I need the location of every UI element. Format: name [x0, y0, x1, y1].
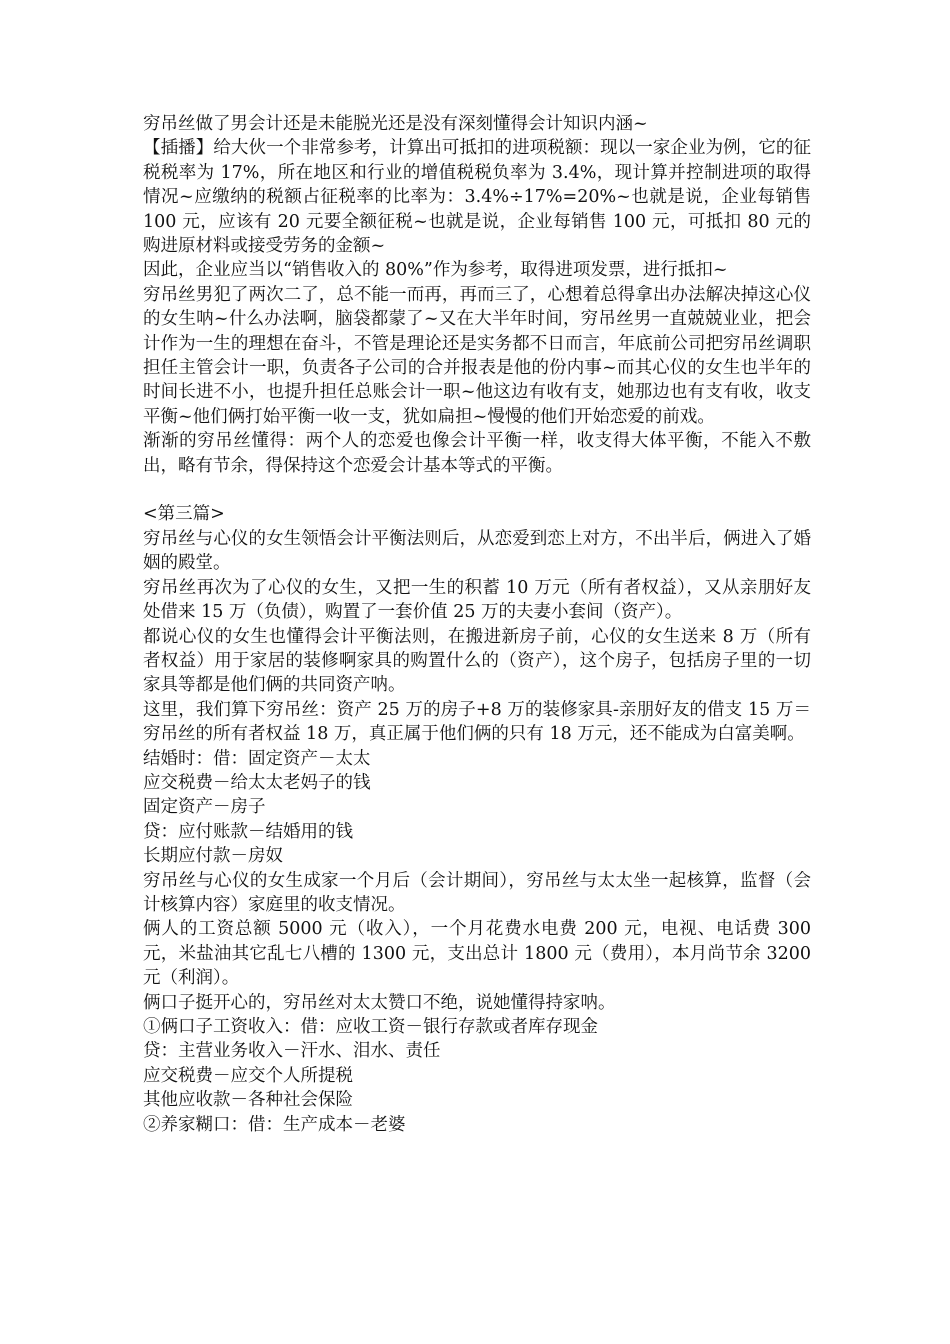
journal-line: 其他应收款－各种社会保险	[143, 1090, 353, 1111]
journal-line: ②养家糊口：借：生产成本－老婆	[143, 1114, 406, 1135]
paragraph: 穷吊丝做了男会计还是未能脱光还是没有深刻懂得会计知识内涵~	[143, 114, 648, 134]
journal-line: 应交税费－应交个人所提税	[143, 1065, 353, 1086]
paragraph: 穷吊丝男犯了两次二了，总不能一而再，再而三了，心想着总得拿出办法解决掉这心仪的女生呐~什么办法啊，脑袋都蒙了~又在大半年时间，穷吊丝男一直兢兢业业，把会计作为一生的理想在奋斗，不管是理论还是实务都不日而言，年底前公司把穷吊丝调职担任主管会计一职，负责各子公司的合并报表是他的份内事~而其心仪的女生也半年的时间长进不小，也提升担任总账会计一职~他这边有收有支，她那边也有支有收，收支平衡~他们俩打始平衡一收一支，犹如扁担~慢慢的他们开始恋爱的前戏。	[143, 284, 811, 427]
blank-line	[143, 478, 811, 502]
journal-line: 贷：主营业务收入－汗水、泪水、责任	[143, 1041, 441, 1062]
paragraph: 穷吊丝与心仪的女生成家一个月后（会计期间），穷吊丝与太太坐一起核算，监督（会计核算内容）家庭里的收支情况。	[143, 870, 811, 915]
paragraph: 穷吊丝再次为了心仪的女生，又把一生的积蓄 10 万元（所有者权益），又从亲朋好友处借来 15 万（负债），购置了一套价值 25 万的夫妻小套间（资产）。	[143, 577, 811, 623]
journal-line: 应交税费－给太太老妈子的钱	[143, 772, 371, 793]
paragraph: 穷吊丝与心仪的女生领悟会计平衡法则后，从恋爱到恋上对方，不出半后，俩进入了婚姻的殿堂。	[143, 528, 811, 574]
paragraph: 都说心仪的女生也懂得会计平衡法则，在搬进新房子前，心仪的女生送来 8 万（所有者权益）用于家居的装修啊家具的购置什么的（资产），这个房子，包括房子里的一切家具等都是他们俩的共同资产呐。	[143, 626, 811, 696]
paragraph: 俩口子挺开心的，穷吊丝对太太赞口不绝，说她懂得持家呐。	[143, 992, 616, 1013]
paragraph: 俩人的工资总额 5000 元（收入），一个月花费水电费 200 元，电视、电话费 300 元，米盐油其它乱七八槽的 1300 元，支出总计 1800 元（费用），本月尚节余 3200 元（利润）。	[143, 919, 811, 989]
journal-line: 结婚时：借：固定资产－太太	[143, 748, 371, 769]
journal-line: 固定资产－房子	[143, 797, 266, 818]
paragraph: 渐渐的穷吊丝懂得：两个人的恋爱也像会计平衡一样，收支得大体平衡，不能入不敷出，略有节余，得保持这个恋爱会计基本等式的平衡。	[143, 431, 811, 476]
section-title: <第三篇>	[143, 504, 225, 525]
paragraph: 这里，我们算下穷吊丝：资产 25 万的房子+8 万的装修家具-亲朋好友的借支 15 万＝穷吊丝的所有者权益 18 万，真正属于他们俩的只有 18 万元，还不能成为白富美啊。	[143, 699, 811, 745]
document-page	[143, 112, 811, 1137]
journal-line: 长期应付款－房奴	[143, 846, 283, 867]
journal-line: 贷：应付账款－结婚用的钱	[143, 821, 353, 842]
paragraph: 【插播】给大伙一个非常参考，计算出可抵扣的进项税额：现以一家企业为例，它的征税税率为 17%，所在地区和行业的增值税税负率为 3.4%，现计算并控制进项的取得情况~应缴纳的税额占征税率的比率为：3.4%÷17%=20%~也就是说，企业每销售 100 元，应该有 20 元要全额征税~也就是说，企业每销售 100 元，可抵扣 80 元的购进原材料或接受劳务的金额~	[143, 138, 811, 257]
journal-line: ①俩口子工资收入：借：应收工资－银行存款或者库存现金	[143, 1017, 598, 1038]
paragraph: 因此，企业应当以“销售收入的 80%”作为参考，取得进项发票，进行抵扣~	[143, 260, 728, 281]
